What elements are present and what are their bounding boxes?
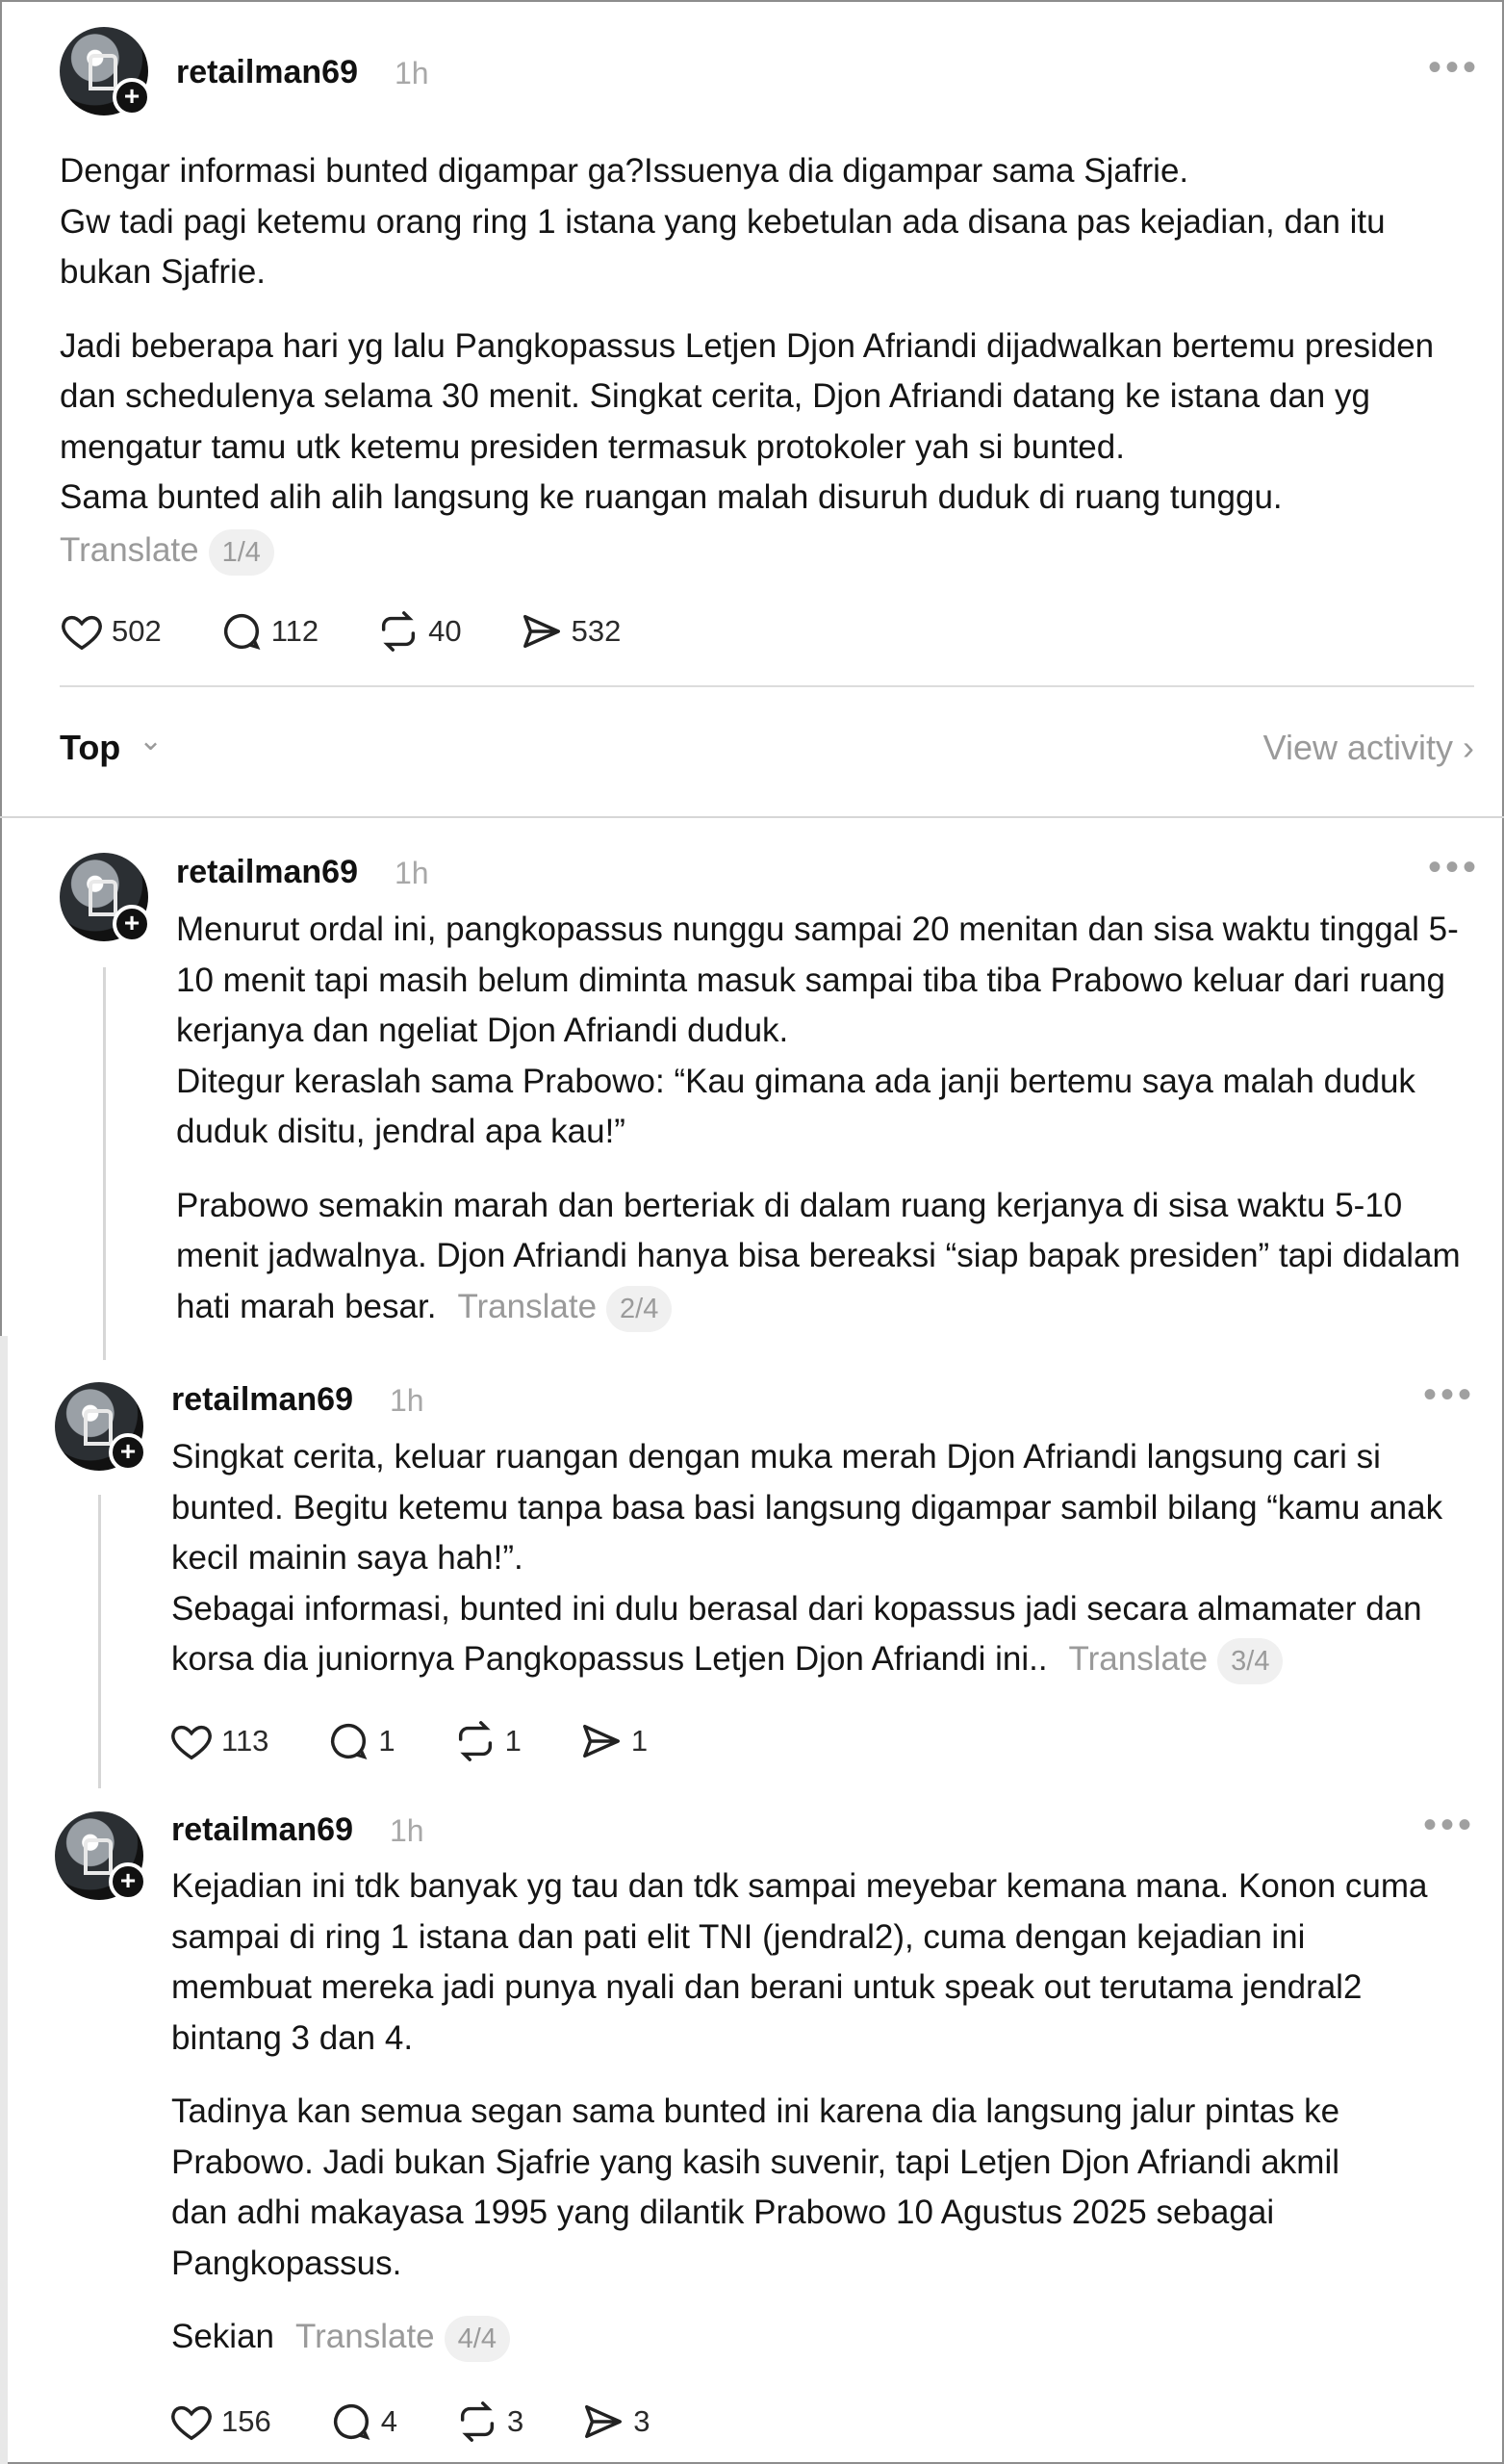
post-time: 1h — [390, 1383, 424, 1418]
plus-icon[interactable]: + — [109, 1433, 147, 1472]
post-paragraph: Jadi beberapa hari yg lalu Pangkopassus Letjen Djon Afriandi dijadwalkan bertemu presiden dan schedulenya selama 30 menit. Singkat cerita, Djon Afriandi datang ke istana dan yg mengatur tamu utk ketemu presiden termasuk protokoler yah si bunted. Sama bunted alih alih langsung ke ruangan malah disuruh duduk di ruang tunggu. — [60, 326, 1435, 516]
share-button[interactable] — [579, 1719, 648, 1763]
sort-dropdown[interactable]: Top — [60, 728, 121, 767]
reply-button[interactable] — [219, 609, 319, 654]
more-dots-icon[interactable]: ••• — [1428, 46, 1481, 89]
view-activity-link[interactable]: View activity › — [1262, 728, 1474, 767]
post-paragraph: Tadinya kan semua segan sama bunted ini karena dia langsung jalur pintas ke Prabowo. Jadi bukan Sjafrie yang kasih suvenir, tapi Letjen Djon Afriandi akmil dan adhi makayasa 1995 yang dilantik Prabowo 10 Agustus 2025 sebagai Pangkopassus. — [171, 2092, 1340, 2282]
reply-count: 4 — [380, 2404, 397, 2438]
translate-link[interactable]: Translate — [1068, 1640, 1209, 1678]
comment-icon — [329, 2400, 373, 2444]
like-count: 502 — [112, 614, 162, 648]
repost-icon — [376, 609, 421, 654]
username[interactable]: retailman69 — [176, 854, 358, 890]
heart-icon — [169, 1719, 214, 1763]
chevron-right-icon: › — [1463, 728, 1474, 767]
post-body — [171, 1861, 1451, 2363]
comment-icon — [326, 1719, 370, 1763]
reply-count: 1 — [378, 1724, 395, 1758]
reply-count: 112 — [270, 614, 319, 648]
post-body — [171, 1432, 1485, 1685]
post-time: 1h — [395, 856, 429, 890]
repost-count: 1 — [504, 1724, 522, 1758]
username[interactable]: retailman69 — [171, 1811, 353, 1848]
repost-button[interactable] — [455, 2400, 523, 2444]
plus-icon[interactable]: + — [113, 905, 151, 943]
heart-icon — [169, 2400, 214, 2444]
page-badge: 4/4 — [445, 2316, 510, 2362]
more-dots-icon[interactable]: ••• — [1423, 1373, 1476, 1416]
comment-icon — [219, 609, 264, 654]
share-count: 1 — [630, 1724, 649, 1758]
action-bar — [169, 1719, 705, 1763]
post-body — [60, 146, 1484, 576]
plus-icon[interactable]: + — [113, 78, 151, 116]
username[interactable]: retailman69 — [176, 54, 358, 90]
repost-count: 3 — [506, 2404, 524, 2438]
page-badge: 1/4 — [209, 529, 274, 576]
like-button[interactable] — [60, 609, 162, 654]
repost-button[interactable] — [453, 1719, 522, 1763]
share-button[interactable] — [581, 2400, 650, 2444]
repost-icon — [453, 1719, 497, 1763]
action-bar — [60, 609, 678, 654]
thread-line — [103, 967, 106, 1360]
translate-link[interactable]: Translate — [457, 1287, 598, 1325]
post-time: 1h — [395, 56, 429, 90]
repost-button[interactable] — [376, 609, 461, 654]
send-icon — [579, 1719, 624, 1763]
send-icon — [520, 609, 564, 654]
reply-button[interactable] — [329, 2400, 397, 2444]
reply-button[interactable] — [326, 1719, 395, 1763]
translate-link[interactable]: Translate — [60, 530, 199, 569]
sort-bar — [60, 722, 1474, 780]
like-button[interactable] — [169, 1719, 268, 1763]
username[interactable]: retailman69 — [171, 1381, 353, 1418]
more-dots-icon[interactable]: ••• — [1423, 1804, 1476, 1846]
post-paragraph: Dengar informasi bunted digampar ga?Issuenya dia digampar sama Sjafrie. Gw tadi pagi ketemu orang ring 1 istana yang kebetulan ada disana pas kejadian, dan itu bukan Sjafrie. — [60, 152, 1386, 291]
send-icon — [581, 2400, 625, 2444]
post-paragraph: Singkat cerita, keluar ruangan dengan muka merah Djon Afriandi langsung cari si bunted. Begitu ketemu tanpa basa basi langsung digampar sambil bilang “kamu anak kecil mainin saya hah!”. Sebagai informasi, bunted ini dulu berasal dari kopassus jadi secara almamater dan korsa dia juniornya Pangkopassus Letjen Djon Afriandi ini.. Translate 3/4 — [171, 1432, 1485, 1685]
repost-icon — [455, 2400, 499, 2444]
page-badge: 2/4 — [606, 1286, 672, 1332]
post-paragraph: Sekian Translate 4/4 — [171, 2312, 1451, 2363]
action-bar — [169, 2400, 707, 2444]
left-edge-band — [0, 1336, 8, 2464]
post-paragraph: Menurut ordal ini, pangkopassus nunggu sampai 20 menitan dan sisa waktu tinggal 5-10 menit tapi masih belum diminta masuk sampai tiba tiba Prabowo keluar dari ruang kerjanya dan ngeliat Djon Afriandi duduk. Ditegur keraslah sama Prabowo: “Kau gimana ada janji bertemu saya malah duduk duduk disitu, jendral apa kau!” — [176, 911, 1459, 1150]
chevron-down-icon[interactable]: ⌄ — [139, 725, 164, 757]
page-badge: 3/4 — [1217, 1638, 1283, 1684]
like-count: 113 — [221, 1724, 269, 1758]
post-paragraph: Kejadian ini tdk banyak yg tau dan tdk sampai meyebar kemana mana. Konon cuma sampai di ring 1 istana dan pati elit TNI (jendral2), cuma dengan kejadian ini membuat mereka jadi punya nyali dan berani untuk speak out terutama jendral2 bintang 3 dan 4. — [171, 1867, 1428, 2057]
divider — [60, 685, 1474, 687]
share-button[interactable] — [520, 609, 622, 654]
repost-count: 40 — [428, 614, 462, 648]
more-dots-icon[interactable]: ••• — [1428, 846, 1481, 888]
translate-link[interactable]: Translate — [295, 2318, 435, 2355]
plus-icon[interactable]: + — [109, 1862, 147, 1901]
post-time: 1h — [390, 1813, 424, 1848]
thread-line — [98, 1495, 101, 1788]
like-count: 156 — [221, 2404, 271, 2438]
post-body — [176, 905, 1485, 1332]
share-count: 532 — [571, 614, 622, 648]
heart-icon — [60, 609, 104, 654]
like-button[interactable] — [169, 2400, 271, 2444]
post-paragraph: Prabowo semakin marah dan berteriak di dalam ruang kerjanya di sisa waktu 5-10 menit jadwalnya. Djon Afriandi hanya bisa bereaksi “siap bapak presiden” tapi didalam hati marah besar. Translate 2/4 — [176, 1181, 1485, 1333]
share-count: 3 — [633, 2404, 650, 2438]
